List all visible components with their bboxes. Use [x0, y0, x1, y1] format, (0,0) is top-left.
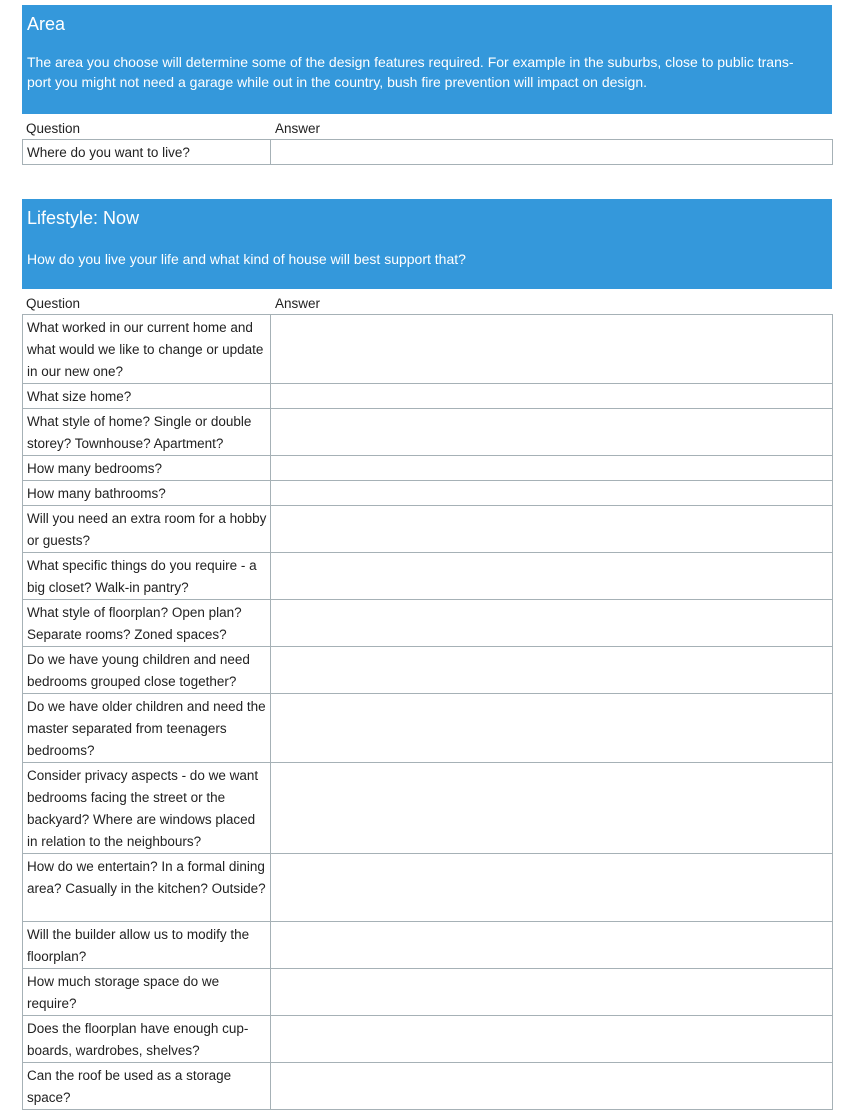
question-cell: What style of floorplan? Open plan? Separate rooms? Zoned spaces? [23, 600, 271, 647]
table-row [23, 384, 833, 409]
answer-column-header: Answer [275, 121, 321, 136]
question-cell: What specific things do you require - a big closet? Walk-in pantry? [23, 553, 271, 600]
question-column-header: Question [26, 296, 81, 311]
answer-cell[interactable] [271, 456, 833, 481]
area-table [22, 139, 833, 165]
lifestyle-description: How do you live your life and what kind of house will best support that? [27, 251, 466, 267]
area-banner [22, 5, 832, 114]
table-row [23, 553, 833, 600]
answer-cell[interactable] [271, 506, 833, 553]
answer-cell[interactable] [271, 854, 833, 922]
area-description-line-2: port you might not need a garage while out in the country, bush fire prevention will impact on design. [27, 74, 647, 90]
answer-cell[interactable] [271, 922, 833, 969]
answer-cell[interactable] [271, 140, 833, 165]
question-cell: What style of home? Single or double storey? Townhouse? Apartment? [23, 409, 271, 456]
lifestyle-section [22, 199, 832, 1110]
table-row [23, 694, 833, 763]
area-section [22, 5, 832, 165]
table-row [23, 140, 833, 165]
answer-cell[interactable] [271, 481, 833, 506]
lifestyle-banner [22, 199, 832, 289]
question-cell: Consider privacy aspects - do we want bedrooms facing the street or the backyard? Where are windows placed in relation to the neighbours? [23, 763, 271, 854]
area-column-header [22, 119, 832, 139]
question-cell: Do we have older children and need the master separated from teenagers bedrooms? [23, 694, 271, 763]
question-column-header: Question [26, 121, 81, 136]
question-cell: Do we have young children and need bedrooms grouped close together? [23, 647, 271, 694]
table-row [23, 854, 833, 922]
question-cell: How many bathrooms? [23, 481, 271, 506]
table-row [23, 481, 833, 506]
answer-cell[interactable] [271, 384, 833, 409]
answer-cell[interactable] [271, 409, 833, 456]
answer-cell[interactable] [271, 315, 833, 384]
question-cell: How do we entertain? In a formal dining area? Casually in the kitchen? Outside? [23, 854, 271, 922]
answer-cell[interactable] [271, 969, 833, 1016]
question-cell: Will you need an extra room for a hobby or guests? [23, 506, 271, 553]
table-row [23, 763, 833, 854]
question-cell: Does the floorplan have enough cup-boards, wardrobes, shelves? [23, 1016, 271, 1063]
table-row [23, 600, 833, 647]
table-row [23, 647, 833, 694]
question-cell: Will the builder allow us to modify the floorplan? [23, 922, 271, 969]
area-title: Area [27, 14, 66, 34]
table-row [23, 456, 833, 481]
question-cell: Where do you want to live? [23, 140, 271, 165]
area-description [27, 52, 827, 92]
lifestyle-column-header [22, 294, 832, 314]
area-description-line-1: The area you choose will determine some of the design features required. For example in the suburbs, close to public trans- [27, 54, 794, 70]
table-row [23, 922, 833, 969]
answer-column-header: Answer [275, 296, 321, 311]
answer-cell[interactable] [271, 1016, 833, 1063]
answer-cell[interactable] [271, 553, 833, 600]
table-row [23, 315, 833, 384]
table-row [23, 1016, 833, 1063]
question-cell: What worked in our current home and what would we like to change or update in our new one? [23, 315, 271, 384]
lifestyle-title: Lifestyle: Now [27, 208, 140, 228]
table-row [23, 409, 833, 456]
table-row [23, 506, 833, 553]
table-row [23, 969, 833, 1016]
answer-cell[interactable] [271, 600, 833, 647]
question-cell: How much storage space do we require? [23, 969, 271, 1016]
question-cell: Can the roof be used as a storage space? [23, 1063, 271, 1110]
answer-cell[interactable] [271, 763, 833, 854]
question-cell: How many bedrooms? [23, 456, 271, 481]
lifestyle-table [22, 314, 833, 1110]
answer-cell[interactable] [271, 1063, 833, 1110]
answer-cell[interactable] [271, 694, 833, 763]
question-cell: What size home? [23, 384, 271, 409]
table-row [23, 1063, 833, 1110]
answer-cell[interactable] [271, 647, 833, 694]
